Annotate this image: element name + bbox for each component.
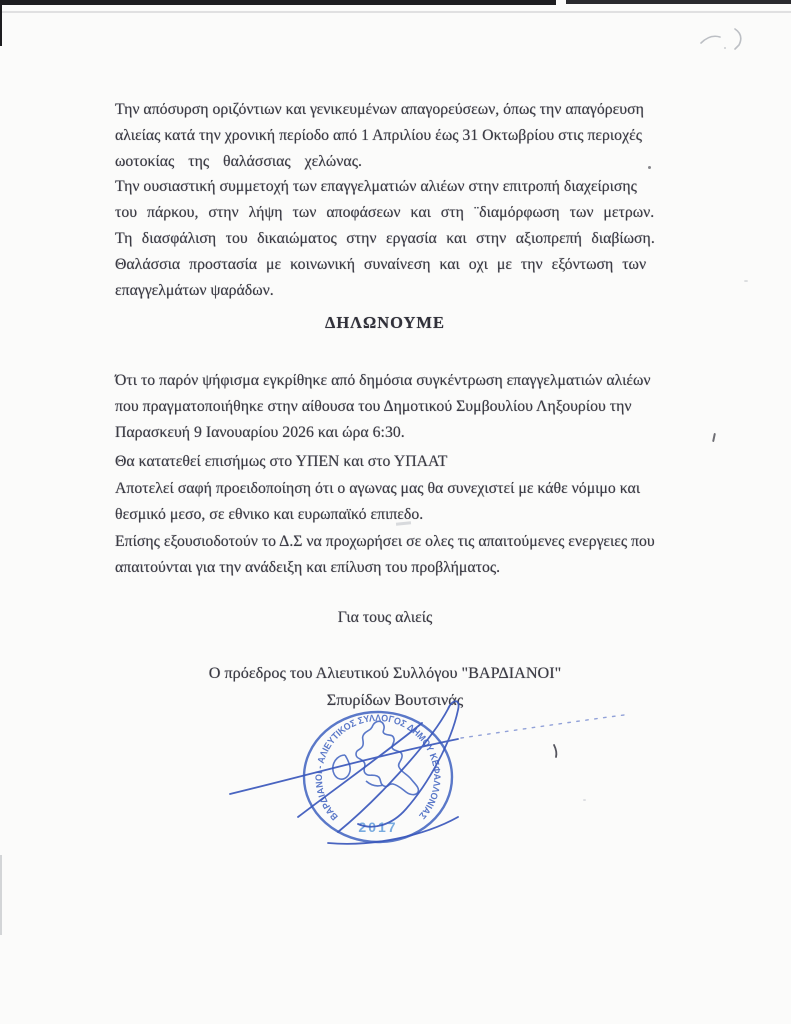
scan-top-edge-right	[566, 0, 791, 4]
stamp-year: 2017	[358, 819, 398, 835]
body-line: του πάρκου, στην λήψη των αποφάσεων και στη ¨διαμόρφωση των μετρων.	[115, 204, 655, 222]
ink-speck	[583, 799, 586, 801]
ink-speck	[744, 280, 748, 282]
body-line: ωοτοκίας της θαλάσσιας χελώνας.	[115, 152, 362, 170]
body-line: επαγγελμάτων ψαράδων.	[115, 281, 274, 299]
signature-stroke	[298, 723, 422, 817]
president-name: Σπυρίδων Βουτσινάς	[326, 691, 464, 709]
scan-left-edge	[0, 0, 2, 46]
body-line: Την απόσυρση οριζόντιων και γενικευμένων απαγορεύσεων, όπως την απαγόρευση	[115, 101, 644, 118]
signature-stroke	[461, 715, 624, 738]
stamp-ring-text: ΒΑΡΔΙΑΝΟΙ - ΑΛΙΕΥΤΙΚΟΣ ΣΥΛΛΟΓΟΣ ΔΗΜΟΥ ΚΕΦΑΛΛΟΝΙΑΣ	[313, 712, 443, 823]
body-line: Παρασκευή 9 Ιανουαρίου 2026 και ώρα 6:30.	[115, 424, 405, 442]
president-title: Ο πρόεδρος του Αλιευτικού Συλλόγου "ΒΑΡΔΙΑΝΟΙ"	[208, 664, 562, 682]
body-line: Θα κατατεθεί επισήμως στο ΥΠΕΝ και στο ΥΠΑΑΤ	[115, 453, 448, 470]
signature-stroke	[338, 701, 459, 832]
official-stamp	[304, 712, 452, 842]
body-line: Ότι το παρόν ψήφισμα εγκρίθηκε από δημόσια συγκέντρωση επαγγελματιών αλιέων	[115, 372, 651, 389]
body-line: Αποτελεί σαφή προειδοποίηση ότι ο αγωνας μας θα συνεχιστεί με κάθε νόμιμο και	[115, 479, 641, 497]
stamp-and-signature	[180, 685, 670, 865]
svg-text:ΒΑΡΔΙΑΝΟΙ - ΑΛΙΕΥΤΙΚΟΣ ΣΥΛΛΟΓΟ	[314, 713, 442, 822]
scan-top-edge-left	[0, 0, 556, 5]
declaration-paragraph	[115, 368, 660, 447]
body-line: απαιτούνται για την ανάδειξη και επίλυση του προβλήματος.	[115, 559, 501, 577]
body-line: που πραγματοποιήθηκε στην αίθουσα του Δημοτικού Συμβουλίου Ληξουρίου την	[115, 398, 632, 416]
body-line: αλιείας κατά την χρονική περίοδο από 1 Απριλίου έως 31 Οκτωβρίου στις περιοχές	[115, 126, 642, 144]
stray-ink-tick	[712, 433, 716, 442]
body-line: θεσμικό μεσο, σε εθνικο και ευρωπαϊκό επιπεδο.	[115, 506, 424, 524]
closing-line: Για τους αλιείς	[337, 609, 433, 626]
body-line: Θαλάσσια προστασία με κοινωνική συναίνεση και οχι με την εξόντωση των	[115, 255, 647, 273]
kefalonia-map-outline	[333, 721, 419, 794]
scan-left-edge-lower	[0, 855, 2, 935]
signature	[230, 701, 624, 844]
body-line: Την ουσιαστική συμμετοχή των επαγγελματιών αλιέων στην επιτροπή διαχείρισης	[115, 178, 637, 196]
declaration-heading: ΔΗΛΩΝΟΥΜΕ	[324, 313, 446, 332]
signature-stroke	[328, 817, 458, 844]
signature-stroke	[230, 739, 458, 794]
submission-paragraph	[115, 449, 660, 582]
scan-top-edge-shadow	[0, 11, 791, 13]
resolution-demands-paragraphs	[115, 97, 660, 303]
stray-ink-mark	[554, 745, 556, 757]
stamp-outer-ring	[304, 712, 452, 842]
pencil-smudge	[695, 22, 765, 61]
body-line: Τη διασφάλιση του δικαιώματος στην εργασία και στην αξιοπρεπή διαβίωση.	[115, 229, 655, 247]
body-line: Επίσης εξουσιοδοτούν το Δ.Σ να προχωρήσει σε ολες τις απαιτούμενες ενεργειες που	[115, 532, 655, 550]
